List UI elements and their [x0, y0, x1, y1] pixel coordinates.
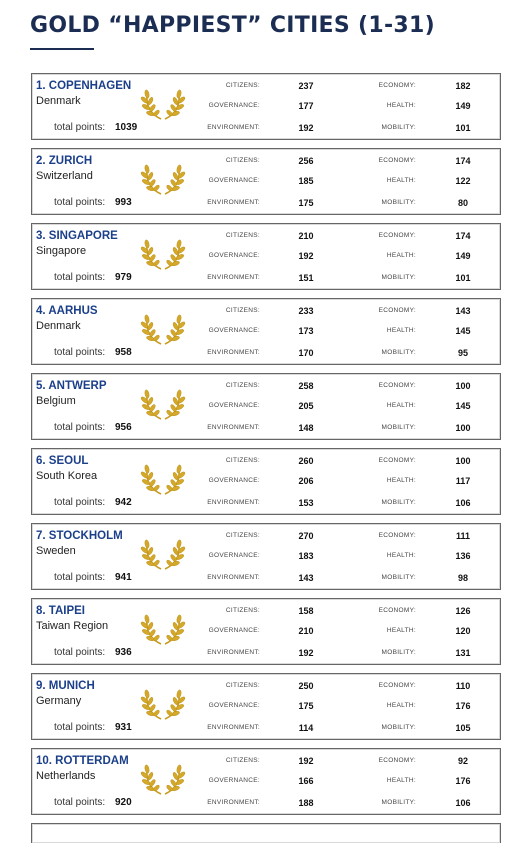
city-name: 6. SEOUL	[36, 455, 89, 467]
economy-label: ECONOMY:	[378, 232, 416, 239]
economy-label: ECONOMY:	[378, 382, 416, 389]
city-card	[31, 748, 501, 815]
city-country: Singapore	[36, 245, 87, 257]
environment-label: ENVIRONMENT:	[207, 274, 260, 281]
health-label: HEALTH:	[386, 702, 416, 709]
environment-label: ENVIRONMENT:	[207, 499, 260, 506]
economy-score: 174	[455, 231, 471, 241]
mobility-label: MOBILITY:	[381, 649, 416, 656]
mobility-label: MOBILITY:	[381, 424, 416, 431]
city-country: Switzerland	[36, 170, 93, 182]
city-card	[31, 523, 501, 590]
environment-score: 170	[298, 348, 314, 358]
health-score: 145	[455, 401, 471, 411]
economy-score: 182	[455, 81, 471, 91]
mobility-score: 101	[455, 273, 471, 283]
city-list	[31, 73, 501, 843]
city-name: 7. STOCKHOLM	[36, 530, 123, 542]
mobility-score: 106	[455, 498, 471, 508]
citizens-score: 210	[298, 231, 314, 241]
total-points-value: 979	[115, 272, 132, 283]
city-card	[31, 73, 501, 140]
governance-score: 192	[298, 251, 314, 261]
economy-score: 143	[455, 306, 471, 316]
economy-score: 100	[455, 456, 471, 466]
next-city-card-cropped	[31, 823, 501, 843]
gold-laurel-icon	[140, 532, 186, 572]
total-points-label: total points:	[54, 797, 106, 808]
gold-laurel-icon	[140, 232, 186, 272]
citizens-score: 233	[298, 306, 314, 316]
health-label: HEALTH:	[386, 777, 416, 784]
governance-label: GOVERNANCE:	[208, 627, 260, 634]
economy-label: ECONOMY:	[378, 532, 416, 539]
citizens-label: CITIZENS:	[225, 232, 260, 239]
governance-score: 185	[298, 176, 314, 186]
city-card	[31, 223, 501, 290]
citizens-label: CITIZENS:	[225, 757, 260, 764]
total-points-label: total points:	[54, 197, 106, 208]
total-points-value: 956	[115, 422, 132, 433]
mobility-label: MOBILITY:	[381, 199, 416, 206]
economy-score: 174	[455, 156, 471, 166]
health-score: 145	[455, 326, 471, 336]
gold-laurel-icon	[140, 757, 186, 797]
health-score: 176	[455, 776, 471, 786]
health-score: 120	[455, 626, 471, 636]
environment-label: ENVIRONMENT:	[207, 424, 260, 431]
citizens-label: CITIZENS:	[225, 307, 260, 314]
city-name: 2. ZURICH	[36, 155, 93, 167]
health-label: HEALTH:	[386, 402, 416, 409]
governance-label: GOVERNANCE:	[208, 552, 260, 559]
mobility-score: 105	[455, 723, 471, 733]
governance-label: GOVERNANCE:	[208, 252, 260, 259]
total-points-value: 941	[115, 572, 132, 583]
gold-laurel-icon	[140, 157, 186, 197]
economy-score: 92	[457, 756, 468, 766]
health-label: HEALTH:	[386, 552, 416, 559]
total-points-label: total points:	[54, 272, 106, 283]
citizens-score: 192	[298, 756, 314, 766]
governance-score: 175	[298, 701, 314, 711]
environment-label: ENVIRONMENT:	[207, 724, 260, 731]
economy-score: 111	[455, 531, 471, 541]
health-score: 117	[455, 476, 471, 486]
economy-score: 126	[455, 606, 471, 616]
health-score: 149	[455, 101, 471, 111]
economy-label: ECONOMY:	[378, 682, 416, 689]
total-points-value: 936	[115, 647, 132, 658]
mobility-score: 106	[455, 798, 471, 808]
governance-score: 206	[298, 476, 314, 486]
total-points-label: total points:	[54, 422, 106, 433]
city-country: Denmark	[36, 320, 81, 332]
mobility-label: MOBILITY:	[381, 124, 416, 131]
environment-score: 175	[298, 198, 314, 208]
city-name: 10. ROTTERDAM	[36, 755, 129, 767]
health-score: 136	[455, 551, 471, 561]
governance-score: 210	[298, 626, 314, 636]
governance-label: GOVERNANCE:	[208, 177, 260, 184]
total-points-label: total points:	[54, 122, 106, 133]
environment-label: ENVIRONMENT:	[207, 124, 260, 131]
mobility-score: 101	[455, 123, 471, 133]
city-country: South Korea	[36, 470, 98, 482]
citizens-label: CITIZENS:	[225, 82, 260, 89]
mobility-label: MOBILITY:	[381, 274, 416, 281]
page-title: GOLD “HAPPIEST” CITIES (1-31)	[30, 13, 435, 38]
economy-label: ECONOMY:	[378, 157, 416, 164]
city-card	[31, 598, 501, 665]
governance-label: GOVERNANCE:	[208, 702, 260, 709]
health-score: 176	[455, 701, 471, 711]
mobility-score: 80	[457, 198, 468, 208]
governance-label: GOVERNANCE:	[208, 777, 260, 784]
total-points-value: 993	[115, 197, 132, 208]
mobility-label: MOBILITY:	[381, 349, 416, 356]
mobility-label: MOBILITY:	[381, 799, 416, 806]
citizens-score: 158	[298, 606, 314, 616]
city-card	[31, 673, 501, 740]
citizens-label: CITIZENS:	[225, 157, 260, 164]
health-label: HEALTH:	[386, 327, 416, 334]
total-points-value: 942	[115, 497, 132, 508]
city-country: Taiwan Region	[36, 620, 109, 632]
total-points-label: total points:	[54, 572, 106, 583]
total-points-value: 958	[115, 347, 132, 358]
environment-score: 143	[298, 573, 314, 583]
city-country: Belgium	[36, 395, 76, 407]
environment-score: 148	[298, 423, 314, 433]
governance-score: 205	[298, 401, 314, 411]
mobility-score: 131	[455, 648, 471, 658]
mobility-score: 100	[455, 423, 471, 433]
gold-laurel-icon	[140, 682, 186, 722]
environment-score: 114	[298, 723, 314, 733]
city-name: 8. TAIPEI	[36, 605, 85, 617]
gold-laurel-icon	[140, 82, 186, 122]
economy-score: 100	[455, 381, 471, 391]
gold-laurel-icon	[140, 307, 186, 347]
mobility-label: MOBILITY:	[381, 499, 416, 506]
governance-score: 173	[298, 326, 314, 336]
city-card	[31, 298, 501, 365]
city-card	[31, 373, 501, 440]
mobility-score: 95	[457, 348, 468, 358]
health-score: 149	[455, 251, 471, 261]
city-country: Germany	[36, 695, 82, 707]
city-card	[31, 148, 501, 215]
health-label: HEALTH:	[386, 627, 416, 634]
citizens-label: CITIZENS:	[225, 607, 260, 614]
economy-label: ECONOMY:	[378, 457, 416, 464]
environment-label: ENVIRONMENT:	[207, 799, 260, 806]
governance-label: GOVERNANCE:	[208, 327, 260, 334]
title-underline	[30, 48, 94, 50]
governance-label: GOVERNANCE:	[208, 477, 260, 484]
gold-laurel-icon	[140, 607, 186, 647]
citizens-score: 237	[298, 81, 314, 91]
citizens-score: 258	[298, 381, 314, 391]
environment-label: ENVIRONMENT:	[207, 574, 260, 581]
health-label: HEALTH:	[386, 177, 416, 184]
city-country: Denmark	[36, 95, 81, 107]
environment-label: ENVIRONMENT:	[207, 349, 260, 356]
total-points-label: total points:	[54, 497, 106, 508]
mobility-score: 98	[457, 573, 468, 583]
city-name: 4. AARHUS	[36, 305, 98, 317]
governance-score: 166	[298, 776, 314, 786]
environment-score: 151	[298, 273, 314, 283]
citizens-label: CITIZENS:	[225, 457, 260, 464]
health-label: HEALTH:	[386, 252, 416, 259]
city-name: 3. SINGAPORE	[36, 230, 118, 242]
citizens-score: 260	[298, 456, 314, 466]
total-points-label: total points:	[54, 347, 106, 358]
city-card	[31, 448, 501, 515]
total-points-value: 931	[115, 722, 132, 733]
citizens-score: 270	[298, 531, 314, 541]
economy-label: ECONOMY:	[378, 307, 416, 314]
city-name: 5. ANTWERP	[36, 380, 107, 392]
gold-laurel-icon	[140, 382, 186, 422]
city-country: Sweden	[36, 545, 76, 557]
mobility-label: MOBILITY:	[381, 724, 416, 731]
total-points-label: total points:	[54, 647, 106, 658]
environment-score: 188	[298, 798, 314, 808]
economy-score: 110	[455, 681, 471, 691]
environment-label: ENVIRONMENT:	[207, 199, 260, 206]
environment-score: 192	[298, 123, 314, 133]
city-country: Netherlands	[36, 770, 96, 782]
governance-score: 183	[298, 551, 314, 561]
total-points-value: 920	[115, 797, 132, 808]
governance-score: 177	[298, 101, 314, 111]
gold-laurel-icon	[140, 457, 186, 497]
citizens-label: CITIZENS:	[225, 382, 260, 389]
environment-label: ENVIRONMENT:	[207, 649, 260, 656]
citizens-label: CITIZENS:	[225, 532, 260, 539]
environment-score: 153	[298, 498, 314, 508]
governance-label: GOVERNANCE:	[208, 402, 260, 409]
environment-score: 192	[298, 648, 314, 658]
city-name: 1. COPENHAGEN	[36, 80, 132, 92]
total-points-label: total points:	[54, 722, 106, 733]
total-points-value: 1039	[115, 122, 138, 133]
citizens-score: 256	[298, 156, 314, 166]
economy-label: ECONOMY:	[378, 607, 416, 614]
governance-label: GOVERNANCE:	[208, 102, 260, 109]
economy-label: ECONOMY:	[378, 757, 416, 764]
mobility-label: MOBILITY:	[381, 574, 416, 581]
health-label: HEALTH:	[386, 102, 416, 109]
economy-label: ECONOMY:	[378, 82, 416, 89]
health-label: HEALTH:	[386, 477, 416, 484]
health-score: 122	[455, 176, 471, 186]
citizens-label: CITIZENS:	[225, 682, 260, 689]
city-name: 9. MUNICH	[36, 680, 95, 692]
citizens-score: 250	[298, 681, 314, 691]
